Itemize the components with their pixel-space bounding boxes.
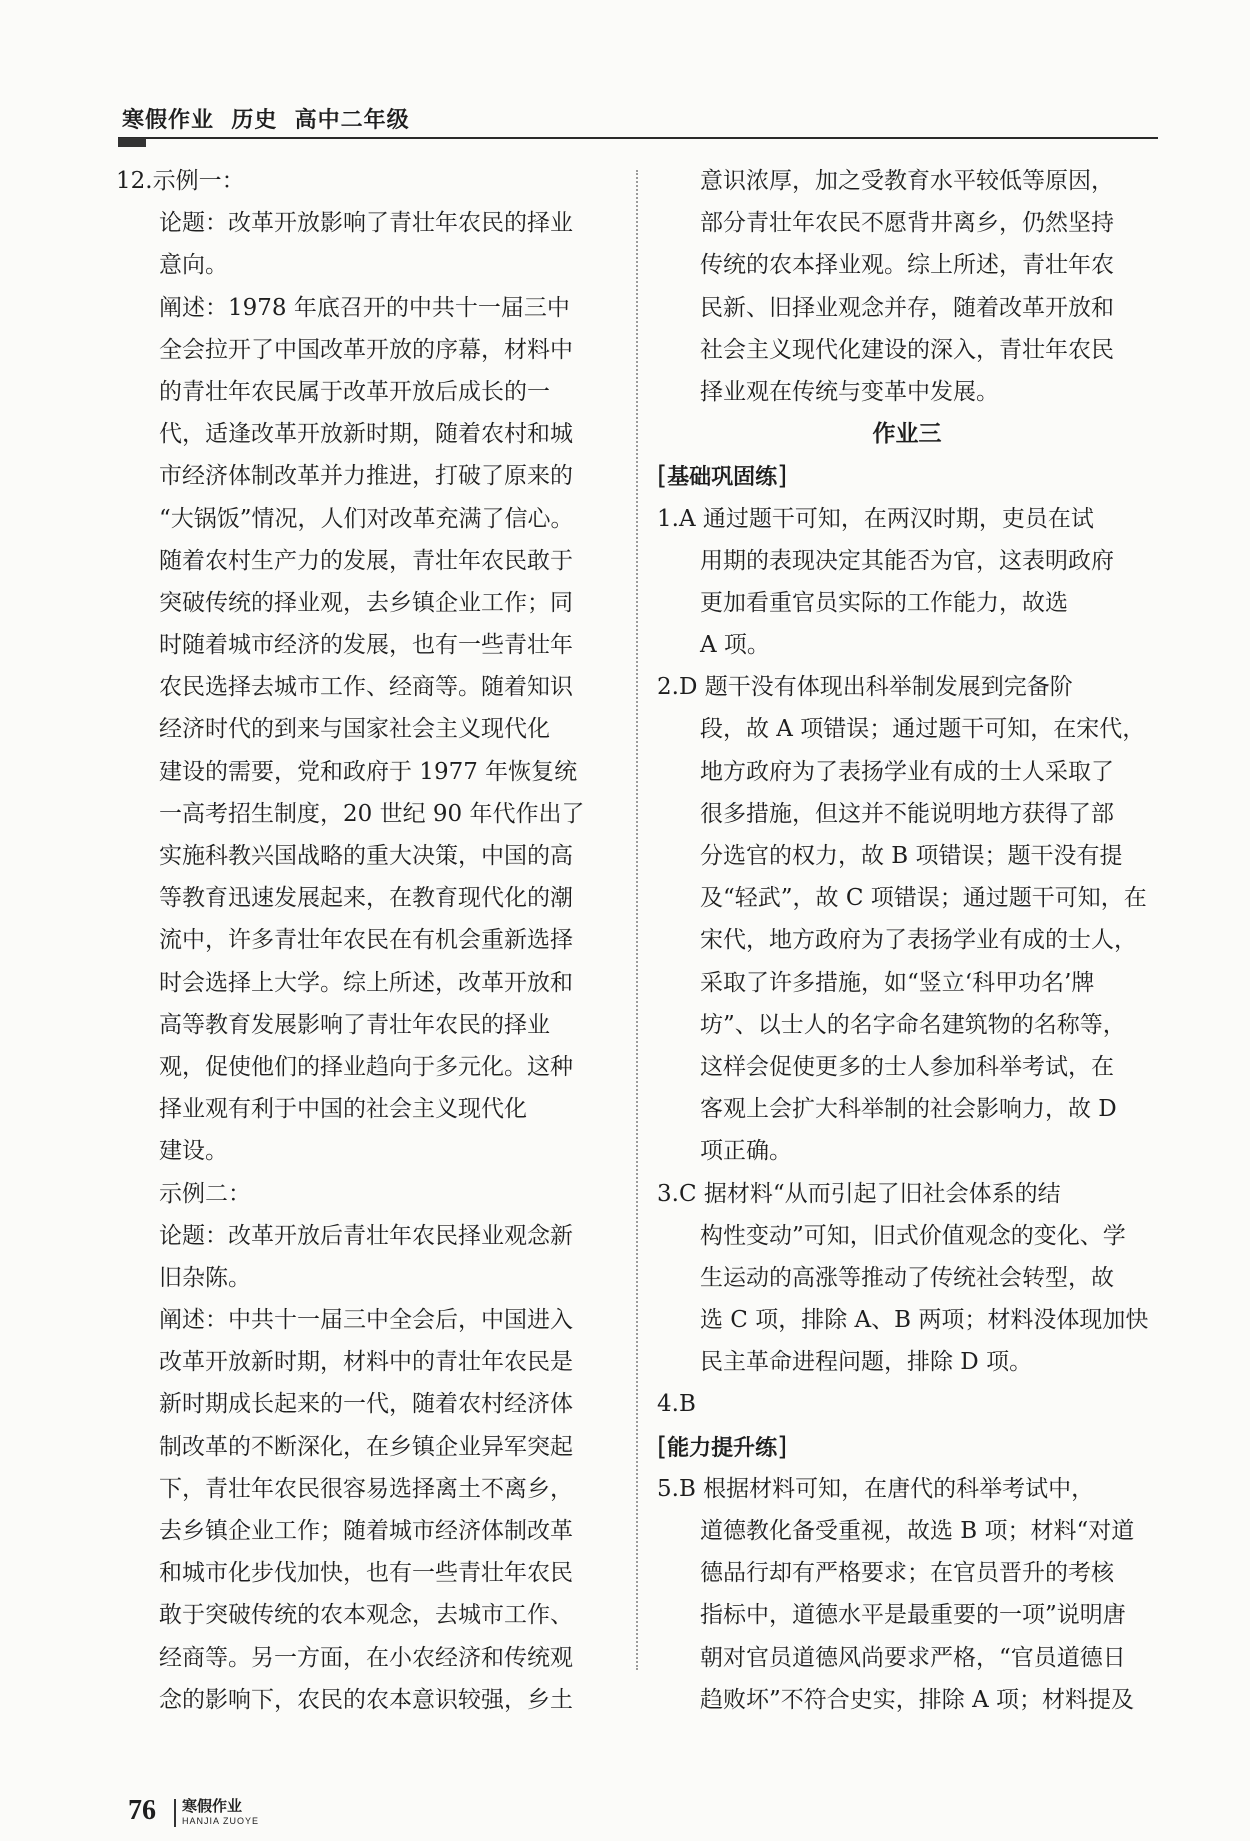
header-title: 寒假作业 历史 高中二年级	[122, 108, 410, 133]
text-line: 选 C 项，排除 A、B 两项；材料没体现加快	[700, 1307, 1149, 1334]
text-line: 构性变动”可知，旧式价值观念的变化、学	[700, 1222, 1126, 1249]
text-line: 和城市化步伐加快，也有一些青壮年农民	[159, 1560, 573, 1587]
section-tag: [ 能力提升练 ]	[657, 1426, 1157, 1468]
text-line: 民主革命进程问题，排除 D 项。	[700, 1349, 1033, 1376]
text-line: 建设。	[159, 1138, 228, 1165]
text-line: 改革开放新时期，材料中的青壮年农民是	[159, 1349, 573, 1376]
text-line: 意向。	[159, 252, 228, 279]
text-line: 5.B 根据材料可知，在唐代的科举考试中，	[657, 1475, 1095, 1502]
text-line: 建设的需要，党和政府于 1977 年恢复统	[159, 758, 578, 785]
text-line: 道德教化备受重视，故选 B 项；材料“对道	[700, 1518, 1135, 1544]
text-line: 全会拉开了中国改革开放的序幕，材料中	[159, 336, 573, 363]
text-line: 的青壮年农民属于改革开放后成长的一	[159, 378, 550, 405]
text-line: 一高考招生制度，20 世纪 90 年代作出了	[159, 800, 585, 827]
text-line: 旧杂陈。	[159, 1264, 251, 1291]
text-line: 这样会促使更多的士人参加科举考试，在	[700, 1053, 1114, 1080]
text-line: 经济时代的到来与国家社会主义现代化	[159, 716, 550, 743]
text-line: 采取了许多措施，如“竖立‘科甲功名’牌	[700, 969, 1095, 996]
text-line: 流中，许多青壮年农民在有机会重新选择	[159, 927, 573, 954]
text-line: 宋代，地方政府为了表扬学业有成的士人，	[700, 927, 1137, 954]
text-line: 坊”、以士人的名字命名建筑物的名称等，	[700, 1011, 1126, 1038]
text-line: 用期的表现决定其能否为官，这表明政府	[700, 547, 1114, 574]
text-line: 随着农村生产力的发展，青壮年农民敢于	[159, 547, 573, 574]
text-line: 高等教育发展影响了青壮年农民的择业	[159, 1011, 550, 1038]
text-line: 制改革的不断深化，在乡镇企业异军突起	[159, 1433, 573, 1460]
text-line: 更加看重官员实际的工作能力，故选	[700, 589, 1068, 616]
text-line: 论题：改革开放后青壮年农民择业观念新	[159, 1222, 573, 1249]
text-line: 时随着城市经济的发展，也有一些青壮年	[159, 632, 573, 659]
header-block	[118, 138, 146, 147]
text-line: 传统的农本择业观。综上所述，青壮年农	[700, 252, 1114, 279]
text-line: 敢于突破传统的农本观念，去城市工作、	[159, 1602, 573, 1629]
text-line: 阐述：1978 年底召开的中共十一届三中	[159, 294, 570, 321]
text-line: “大锅饭”情况，人们对改革充满了信心。	[159, 505, 574, 532]
text-line: 去乡镇企业工作；随着城市经济体制改革	[159, 1518, 573, 1544]
text-line: 朝对官员道德风尚要求严格，“官员道德日	[700, 1644, 1126, 1671]
text-line: 指标中，道德水平是最重要的一项”说明唐	[700, 1602, 1126, 1629]
text-line: 生运动的高涨等推动了传统社会转型，故	[700, 1264, 1114, 1291]
text-line: 观，促使他们的择业趋向于多元化。这种	[159, 1053, 573, 1080]
left-column	[116, 160, 616, 1721]
right-column	[657, 160, 1157, 1721]
text-line: 12.示例一：	[116, 168, 245, 194]
text-line: 等教育迅速发展起来，在教育现代化的潮	[159, 885, 573, 912]
text-line: 新时期成长起来的一代，随着农村经济体	[159, 1391, 573, 1418]
text-line: 择业观有利于中国的社会主义现代化	[159, 1096, 527, 1123]
footer-series-pinyin: HANJIA ZUOYE	[182, 1816, 260, 1826]
text-line: 时会选择上大学。综上所述，改革开放和	[159, 969, 573, 996]
text-line: 很多措施，但这并不能说明地方获得了部	[700, 800, 1114, 827]
text-line: 农民选择去城市工作、经商等。随着知识	[159, 674, 573, 701]
header-rule	[118, 137, 1158, 139]
text-line: 代，适逢改革开放新时期，随着农村和城	[159, 421, 573, 448]
text-line: 实施科教兴国战略的重大决策，中国的高	[159, 843, 573, 869]
text-line: 2.D 题干没有体现出科举制发展到完备阶	[657, 674, 1073, 701]
text-line: 部分青壮年农民不愿背井离乡，仍然坚持	[700, 210, 1114, 237]
text-line: 1.A 通过题干可知，在两汉时期，吏员在试	[657, 505, 1094, 532]
text-line: 项正确。	[700, 1138, 792, 1165]
text-line: 示例二：	[159, 1180, 251, 1207]
text-line: 意识浓厚，加之受教育水平较低等原因，	[700, 168, 1114, 194]
text-line: 社会主义现代化建设的深入，青壮年农民	[700, 336, 1114, 363]
section-tag: [ 基础巩固练 ]	[657, 455, 1157, 497]
text-line: 客观上会扩大科举制的社会影响力，故 D	[700, 1096, 1117, 1123]
text-line: 论题：改革开放影响了青壮年农民的择业	[159, 210, 573, 237]
section-heading: 作业三	[872, 421, 942, 448]
page-number: 76	[128, 1795, 156, 1826]
text-line: 4.B	[657, 1391, 696, 1418]
column-divider	[636, 170, 638, 1670]
text-line: 趋败坏”不符合史实，排除 A 项；材料提及	[700, 1686, 1134, 1713]
text-line: A 项。	[700, 632, 770, 659]
text-line: 阐述：中共十一届三中全会后，中国进入	[159, 1307, 573, 1334]
text-line: 德品行却有严格要求；在官员晋升的考核	[700, 1560, 1114, 1587]
text-line: 念的影响下，农民的农本意识较强，乡土	[159, 1686, 573, 1713]
page-header	[118, 103, 1158, 149]
text-line: 经商等。另一方面，在小农经济和传统观	[159, 1644, 573, 1671]
text-line: 突破传统的择业观，去乡镇企业工作；同	[159, 589, 573, 616]
text-line: 下，青壮年农民很容易选择离土不离乡，	[159, 1475, 573, 1502]
text-line: 3.C 据材料“从而引起了旧社会体系的结	[657, 1180, 1061, 1207]
footer-series-title: 寒假作业	[182, 1797, 243, 1815]
text-line: 及“轻武”，故 C 项错误；通过题干可知，在	[700, 885, 1147, 912]
text-line: 段，故 A 项错误；通过题干可知，在宋代，	[700, 716, 1146, 743]
text-line: 分选官的权力，故 B 项错误；题干没有提	[700, 843, 1123, 869]
text-line: 择业观在传统与变革中发展。	[700, 378, 999, 405]
text-line: 市经济体制改革并力推进，打破了原来的	[159, 463, 573, 490]
text-line: 民新、旧择业观念并存，随着改革开放和	[700, 294, 1114, 321]
text-line: 地方政府为了表扬学业有成的士人采取了	[700, 758, 1114, 785]
footer-divider	[174, 1799, 176, 1827]
